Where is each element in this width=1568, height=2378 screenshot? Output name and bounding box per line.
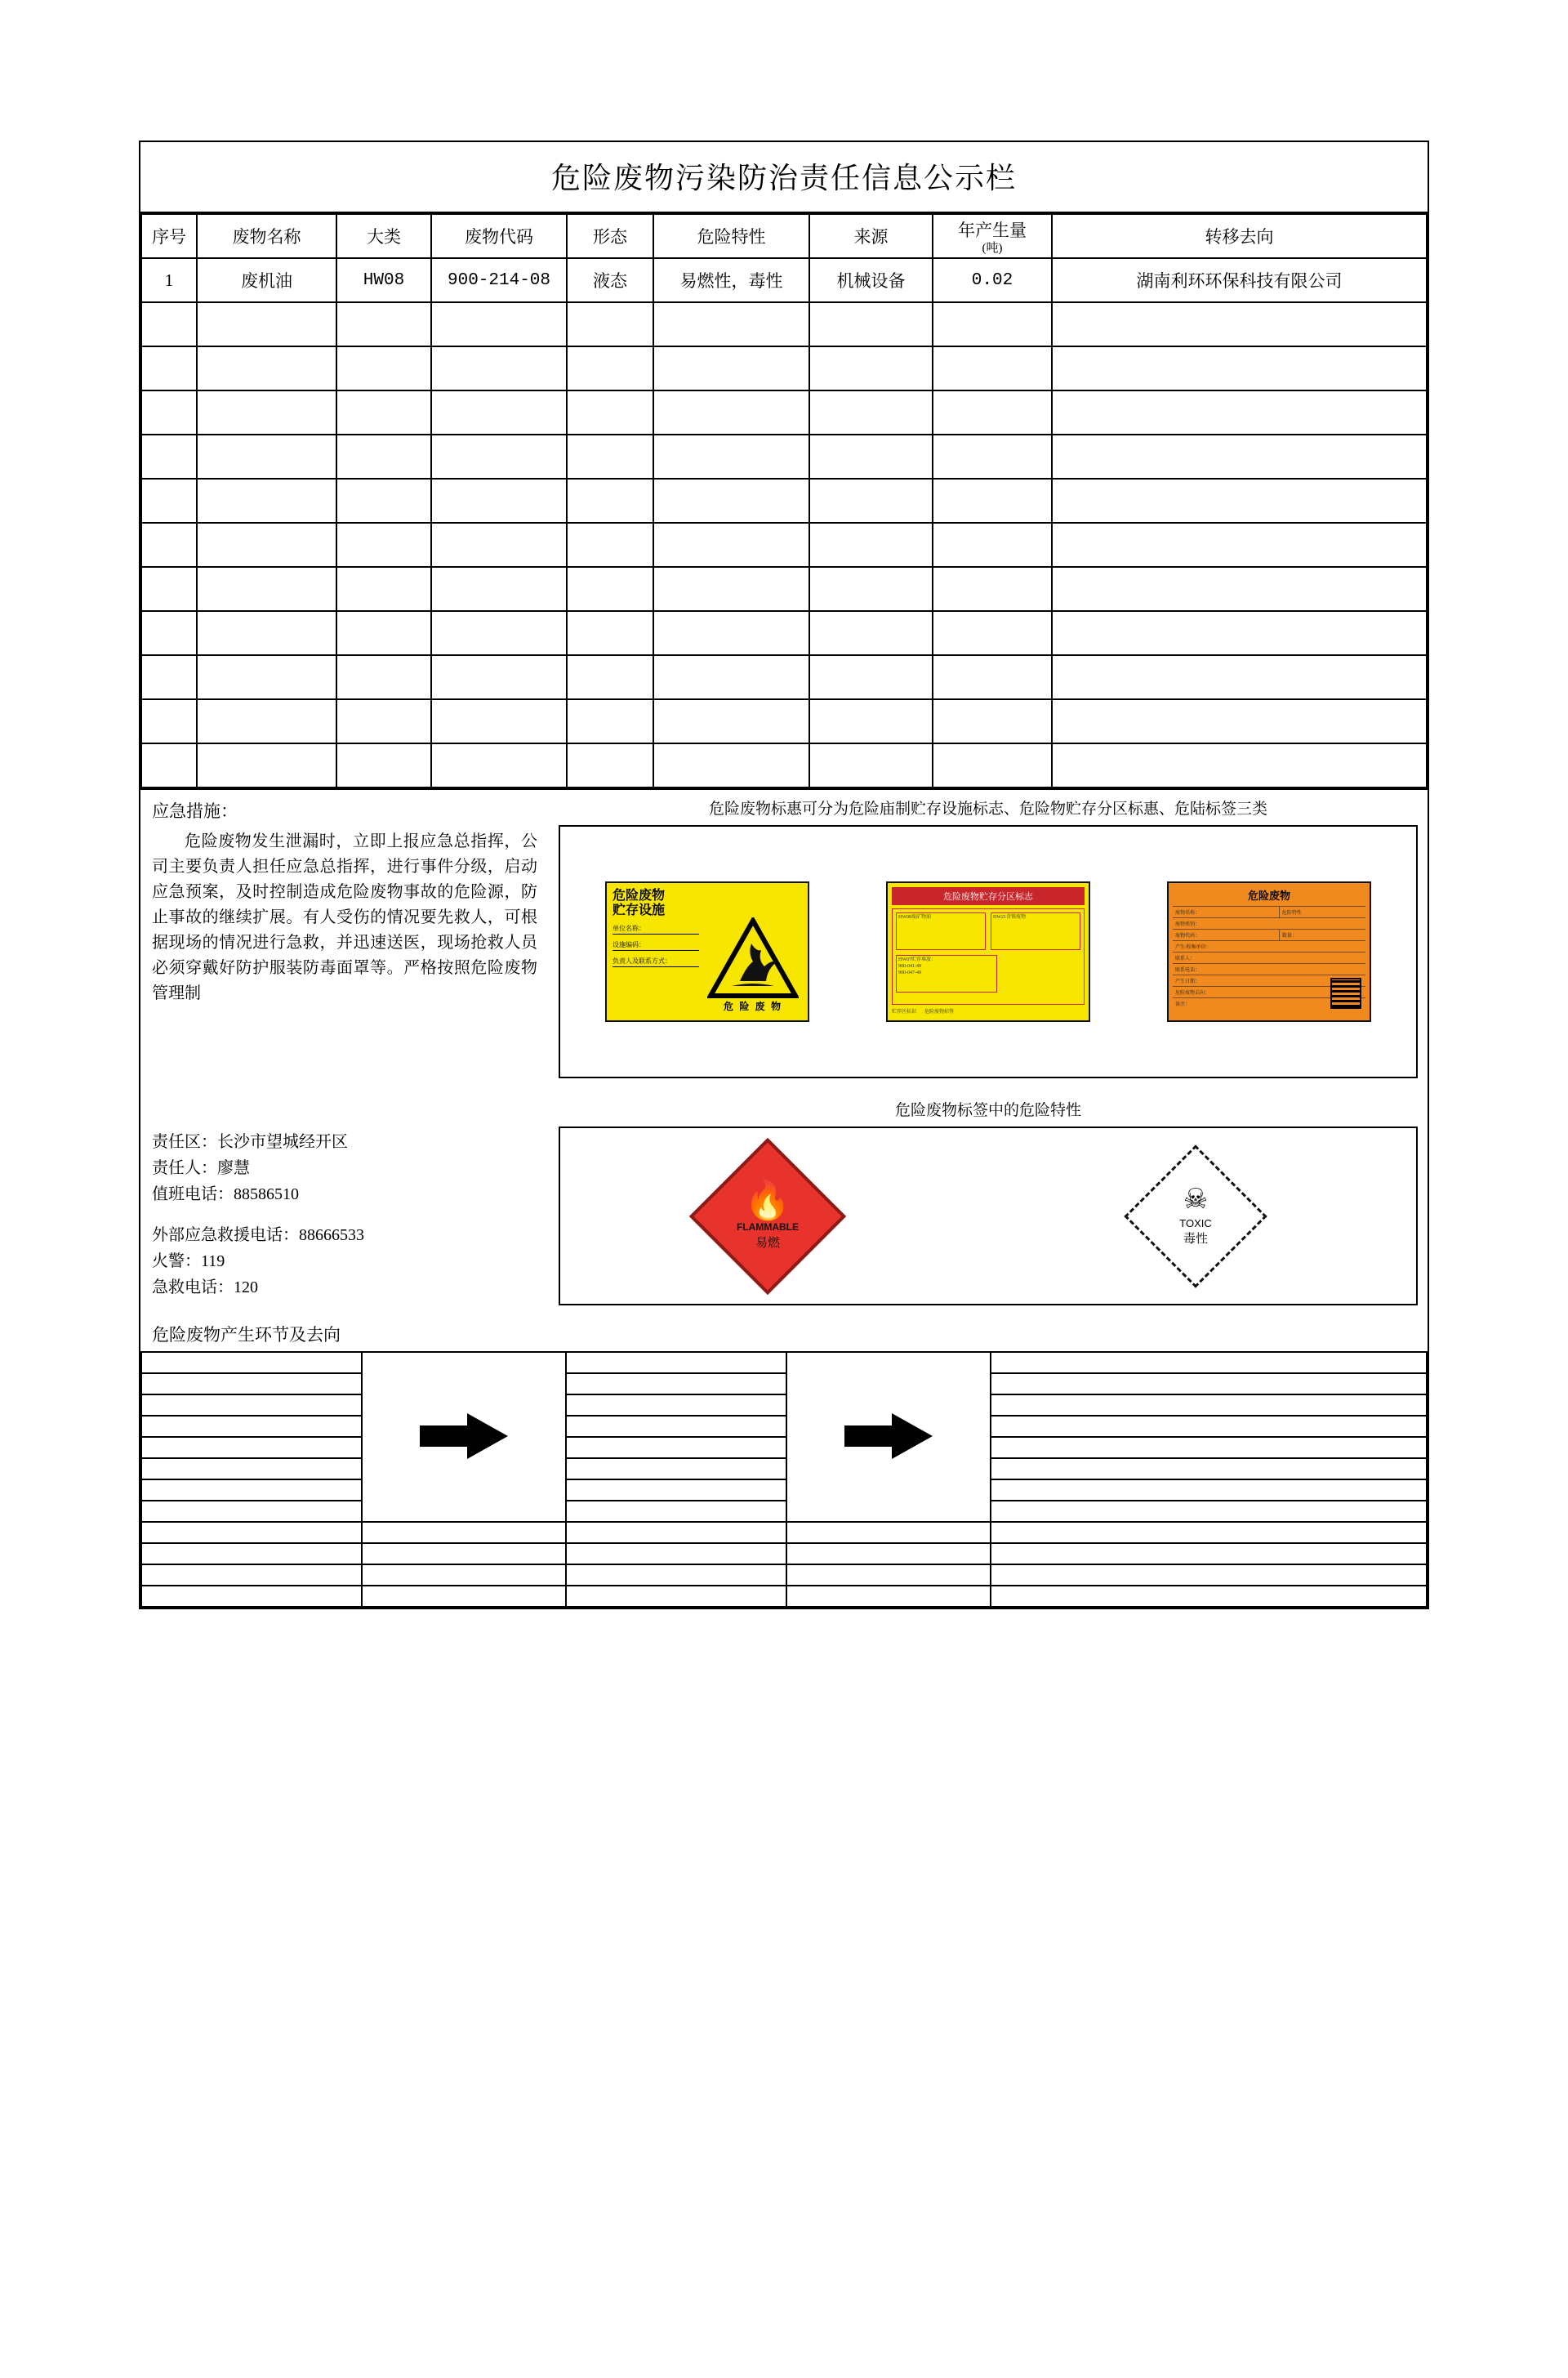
flow-cell-disposal	[991, 1586, 1427, 1607]
sign-yellow-title-line1: 危险废物	[612, 889, 666, 903]
cell-empty	[933, 611, 1052, 655]
zone-box-3	[896, 955, 997, 993]
cell-empty	[653, 302, 809, 346]
th-name: 废物名称	[197, 214, 336, 258]
sign-yellow-left	[612, 889, 699, 1015]
flow-cell-storage	[566, 1564, 786, 1586]
cell-empty	[336, 523, 431, 567]
cell-empty	[567, 523, 653, 567]
flow-cell-disposal	[991, 1416, 1427, 1437]
flow-row	[141, 1522, 1427, 1543]
responsible-contact-block	[152, 1129, 537, 1207]
cell-empty	[567, 567, 653, 611]
flow-cell-storage	[566, 1394, 786, 1416]
toxic-symbol	[1127, 1148, 1264, 1285]
cell-empty	[653, 611, 809, 655]
title-bar	[140, 142, 1428, 213]
flow-cell-storage	[566, 1586, 786, 1607]
table-row-empty	[141, 479, 1427, 523]
cell-empty	[141, 390, 197, 435]
orange-label-header: 危险废物	[1247, 890, 1290, 902]
cell-empty	[653, 479, 809, 523]
sign-yellow-title-line2: 贮存设施	[612, 903, 666, 918]
cell-empty	[809, 699, 933, 743]
skull-crossbones-icon: ☠	[1183, 1184, 1209, 1215]
cell-empty	[567, 346, 653, 390]
cell-empty	[933, 743, 1052, 787]
flow-row	[141, 1352, 1427, 1373]
public-notice-board	[139, 141, 1429, 1609]
sign-yellow-field-unit: 单位名称：	[612, 924, 699, 935]
flow-section-title: 危险废物产生环节及去向	[152, 1325, 341, 1345]
cell-empty	[809, 743, 933, 787]
cell-empty	[567, 302, 653, 346]
flow-cell-generation	[141, 1373, 362, 1394]
cell-empty	[1052, 611, 1427, 655]
cell-empty	[933, 435, 1052, 479]
cell-empty	[197, 479, 336, 523]
cell-empty	[431, 479, 567, 523]
labels-caption: 危险废物标惠可分为危险庙制贮存设施标志、危险物贮存分区标惠、危陆标签三类	[708, 801, 1267, 818]
flow-cell-storage	[566, 1501, 786, 1522]
cell-empty	[197, 390, 336, 435]
toxic-label-en: TOXIC	[1179, 1216, 1212, 1229]
toxic-label-cn: 毒性	[1183, 1232, 1208, 1246]
arrow-right-icon	[844, 1413, 933, 1457]
cell-empty	[567, 435, 653, 479]
table-row-empty	[141, 523, 1427, 567]
table-row-empty	[141, 743, 1427, 787]
flow-cell-generation	[141, 1394, 362, 1416]
cell-empty	[141, 743, 197, 787]
cell-source: 机械设备	[809, 258, 933, 302]
zone-footer-item-1: 贮存区标识	[892, 1010, 917, 1015]
cell-empty	[197, 346, 336, 390]
th-code: 废物代码	[431, 214, 567, 258]
flow-cell-generation	[141, 1522, 362, 1543]
table-header-row	[141, 214, 1427, 258]
cell-empty	[336, 346, 431, 390]
cell-empty	[336, 567, 431, 611]
flammable-diamond	[689, 1137, 846, 1294]
table-row-empty	[141, 655, 1427, 699]
orange-row	[1173, 929, 1365, 940]
flow-row	[141, 1586, 1427, 1607]
table-row-empty	[141, 611, 1427, 655]
cell-empty	[336, 699, 431, 743]
flame-icon: 🔥	[744, 1179, 791, 1221]
external-contact-block	[152, 1222, 537, 1301]
cell-empty	[431, 302, 567, 346]
cell-state: 液态	[567, 258, 653, 302]
cell-empty	[336, 390, 431, 435]
cell-empty	[336, 479, 431, 523]
cell-empty	[141, 611, 197, 655]
duty-phone: 值班电话：88586510	[152, 1185, 299, 1203]
cell-empty	[567, 390, 653, 435]
orange-cell-contact-person: 联系人：	[1175, 957, 1196, 961]
flow-cell-storage	[566, 1416, 786, 1437]
responsible-area: 责任区：长沙市望城经开区	[152, 1133, 348, 1151]
flow-cell-disposal	[991, 1394, 1427, 1416]
table-row-empty	[141, 302, 1427, 346]
cell-empty	[567, 479, 653, 523]
labels-image-box	[559, 825, 1418, 1078]
cell-empty	[336, 743, 431, 787]
flammable-label-en: FLAMMABLE	[737, 1220, 799, 1233]
cell-empty	[431, 390, 567, 435]
th-amount-label: 年产生量	[958, 220, 1027, 240]
orange-cell-waste-code: 废物代码：	[1175, 934, 1200, 939]
table-row-empty	[141, 435, 1427, 479]
th-amount-unit: (吨)	[982, 241, 1003, 255]
flow-cell-disposal	[991, 1479, 1427, 1501]
zone-box-2: HW21含铬废物	[991, 912, 1080, 950]
orange-cell-waste-class: 废物类别：	[1175, 922, 1200, 927]
hazardous-waste-zoning-sign	[886, 881, 1090, 1022]
flow-cell-generation	[141, 1437, 362, 1458]
flow-row	[141, 1501, 1427, 1522]
cell-empty	[431, 567, 567, 611]
hazard-symbols-box	[559, 1127, 1418, 1305]
cell-empty	[141, 567, 197, 611]
cell-empty	[1052, 346, 1427, 390]
orange-cell-waste-name: 废物名称：	[1175, 911, 1200, 916]
flow-cell-generation	[141, 1352, 362, 1373]
orange-cell-producer: 产生/收集单位：	[1175, 945, 1211, 950]
flow-row	[141, 1479, 1427, 1501]
zone-footer-item-2: 危险废物标签	[924, 1010, 955, 1015]
cell-name: 废机油	[197, 258, 336, 302]
cell-destination: 湖南利环环保科技有限公司	[1052, 258, 1427, 302]
cell-empty	[933, 302, 1052, 346]
flow-cell-arrow-lower-2	[786, 1522, 991, 1543]
th-category: 大类	[336, 214, 431, 258]
cell-empty	[653, 523, 809, 567]
cell-empty	[567, 699, 653, 743]
cell-empty	[653, 655, 809, 699]
flow-cell-generation	[141, 1586, 362, 1607]
cell-empty	[197, 743, 336, 787]
cell-empty	[653, 743, 809, 787]
cell-empty	[933, 655, 1052, 699]
flow-cell-arrow-lower-1	[362, 1564, 566, 1586]
flow-row	[141, 1458, 1427, 1479]
flow-cell-arrow-lower-2	[786, 1564, 991, 1586]
cell-empty	[933, 699, 1052, 743]
flow-cell-arrow-lower-2	[786, 1543, 991, 1564]
cell-empty	[933, 479, 1052, 523]
table-row-empty	[141, 699, 1427, 743]
cell-empty	[336, 655, 431, 699]
cell-empty	[653, 435, 809, 479]
cell-empty	[141, 346, 197, 390]
cell-empty	[197, 611, 336, 655]
flow-cell-arrow-lower-1	[362, 1543, 566, 1564]
flow-cell-generation	[141, 1543, 362, 1564]
cell-empty	[431, 346, 567, 390]
cell-empty	[809, 390, 933, 435]
emergency-measures-panel	[140, 790, 549, 1314]
cell-empty	[336, 611, 431, 655]
flow-cell-generation	[141, 1564, 362, 1586]
cell-empty	[933, 523, 1052, 567]
cell-empty	[431, 523, 567, 567]
cell-empty	[1052, 699, 1427, 743]
flow-arrow-cell-1	[362, 1352, 566, 1522]
cell-empty	[141, 302, 197, 346]
flow-row	[141, 1373, 1427, 1394]
orange-row	[1173, 963, 1365, 975]
labels-panel	[549, 790, 1428, 1314]
zone-box-3-title: HW07贮存堆放：	[898, 957, 936, 962]
cell-category: HW08	[336, 258, 431, 302]
toxic-diamond	[1124, 1144, 1267, 1287]
flammable-symbol	[712, 1161, 823, 1272]
orange-cell-hazard-prop: 危险特性	[1279, 907, 1365, 917]
flow-cell-storage	[566, 1543, 786, 1564]
zone-sign-footer	[892, 1007, 1085, 1015]
flow-cell-storage	[566, 1437, 786, 1458]
flow-cell-generation	[141, 1479, 362, 1501]
cell-hazard: 易燃性，毒性	[653, 258, 809, 302]
orange-cell-remark: 备注：	[1175, 1002, 1191, 1007]
flow-cell-arrow-lower-2	[786, 1586, 991, 1607]
flow-cell-disposal	[991, 1543, 1427, 1564]
zone-box-3-line2: 900-047-49	[898, 970, 921, 975]
cell-empty	[567, 743, 653, 787]
flammable-label-cn: 易燃	[755, 1236, 780, 1250]
cell-empty	[1052, 390, 1427, 435]
cell-empty	[1052, 743, 1427, 787]
flow-row	[141, 1437, 1427, 1458]
cell-empty	[933, 567, 1052, 611]
cell-empty	[141, 655, 197, 699]
cell-empty	[197, 699, 336, 743]
th-source: 来源	[809, 214, 933, 258]
flow-table-body	[141, 1352, 1427, 1607]
cell-empty	[653, 699, 809, 743]
cell-empty	[1052, 567, 1427, 611]
th-hazard: 危险特性	[653, 214, 809, 258]
cell-empty	[567, 655, 653, 699]
hazardous-waste-label-sign	[1167, 881, 1371, 1022]
cell-empty	[197, 655, 336, 699]
flow-cell-generation	[141, 1416, 362, 1437]
cell-empty	[809, 302, 933, 346]
cell-empty	[1052, 435, 1427, 479]
waste-flow-table	[140, 1351, 1428, 1608]
cell-empty	[809, 655, 933, 699]
sign-yellow-title	[612, 889, 699, 919]
flow-row	[141, 1394, 1427, 1416]
cell-empty	[1052, 655, 1427, 699]
orange-cell-destination: 危险废物去向：	[1175, 991, 1210, 996]
cell-empty	[141, 479, 197, 523]
flow-cell-disposal	[991, 1373, 1427, 1394]
cell-empty	[336, 435, 431, 479]
warning-triangle-icon	[707, 917, 799, 999]
flow-cell-generation	[141, 1458, 362, 1479]
emergency-body: 危险废物发生泄漏时，立即上报应急总指挥，公司主要负责人担任应急总指挥，进行事件分级，启动应急预案，及时控制造成危险废物事故的危险源，防止事故的继续扩展。有人受伤的情况要先救人，可根据现场的情况进行急救，并迅速送医，现场抢救人员必须穿戴好防护服装防毒面罩等。严格按照危险废物管理制	[152, 832, 537, 1002]
flow-cell-storage	[566, 1352, 786, 1373]
flow-cell-storage	[566, 1522, 786, 1543]
flow-cell-disposal	[991, 1564, 1427, 1586]
middle-section	[140, 788, 1428, 1314]
flow-cell-generation	[141, 1501, 362, 1522]
flow-cell-disposal	[991, 1458, 1427, 1479]
orange-cell-contact-phone: 联系电话：	[1175, 968, 1200, 973]
cell-empty	[197, 302, 336, 346]
cell-empty	[809, 435, 933, 479]
orange-row	[1173, 952, 1365, 963]
orange-row	[1173, 940, 1365, 952]
table-row-empty	[141, 346, 1427, 390]
cell-empty	[809, 611, 933, 655]
cell-empty	[141, 699, 197, 743]
flow-row	[141, 1564, 1427, 1586]
cell-no: 1	[141, 258, 197, 302]
responsible-person: 责任人：廖慧	[152, 1159, 250, 1177]
cell-empty	[809, 523, 933, 567]
flammable-diamond-inner	[715, 1164, 820, 1269]
cell-empty	[141, 435, 197, 479]
zone-sign-body	[892, 908, 1085, 1005]
sign-yellow-field-contact: 负责人及联系方式：	[612, 957, 699, 967]
zone-box-3-line1: 900-041-49	[898, 963, 921, 969]
cell-empty	[809, 479, 933, 523]
table-body	[141, 258, 1427, 787]
flow-cell-disposal	[991, 1522, 1427, 1543]
orange-cell-date: 产生日期：	[1175, 979, 1200, 984]
hazardous-waste-storage-facility-sign	[605, 881, 809, 1022]
flow-cell-disposal	[991, 1352, 1427, 1373]
th-no: 序号	[141, 214, 197, 258]
orange-row	[1173, 917, 1365, 929]
hazard-caption: 危险废物标签中的危险特性	[894, 1102, 1081, 1119]
cell-empty	[809, 567, 933, 611]
cell-empty	[431, 435, 567, 479]
cell-empty	[431, 743, 567, 787]
flow-cell-arrow-lower-1	[362, 1522, 566, 1543]
flow-cell-storage	[566, 1479, 786, 1501]
sign-yellow-field-code: 设施编码：	[612, 940, 699, 951]
cell-empty	[431, 699, 567, 743]
cell-empty	[197, 523, 336, 567]
emergency-heading: 应急措施：	[152, 801, 238, 821]
cell-empty	[431, 655, 567, 699]
cell-empty	[567, 611, 653, 655]
cell-empty	[141, 523, 197, 567]
orange-row	[1173, 906, 1365, 917]
zone-sign-header: 危险废物贮存分区标志	[892, 887, 1085, 905]
flow-row	[141, 1543, 1427, 1564]
cell-empty	[1052, 479, 1427, 523]
waste-table	[140, 213, 1428, 788]
flow-row	[141, 1416, 1427, 1437]
cell-empty	[431, 611, 567, 655]
cell-empty	[197, 567, 336, 611]
qr-code-icon	[1330, 978, 1361, 1009]
ambulance-phone: 急救电话：120	[152, 1278, 258, 1296]
cell-empty	[933, 390, 1052, 435]
toxic-diamond-inner	[1147, 1168, 1244, 1265]
cell-empty	[197, 435, 336, 479]
arrow-right-icon	[420, 1413, 508, 1457]
cell-empty	[653, 346, 809, 390]
page-title: 危险废物污染防治责任信息公示栏	[550, 162, 1017, 194]
zone-row-top	[896, 912, 1080, 950]
cell-amount: 0.02	[933, 258, 1052, 302]
th-destination: 转移去向	[1052, 214, 1427, 258]
cell-empty	[933, 346, 1052, 390]
flow-cell-disposal	[991, 1501, 1427, 1522]
orange-cell-quantity: 数量：	[1279, 930, 1365, 940]
th-state: 形态	[567, 214, 653, 258]
cell-empty	[336, 302, 431, 346]
flow-cell-arrow-lower-1	[362, 1586, 566, 1607]
flow-cell-storage	[566, 1373, 786, 1394]
sign-yellow-footer: 危 险 废 物	[723, 1001, 782, 1012]
th-amount	[933, 214, 1052, 258]
flow-cell-storage	[566, 1458, 786, 1479]
fire-phone: 火警：119	[152, 1252, 225, 1270]
sign-yellow-right	[704, 889, 802, 1015]
cell-empty	[809, 346, 933, 390]
cell-empty	[653, 567, 809, 611]
flow-cell-disposal	[991, 1437, 1427, 1458]
table-row-empty	[141, 567, 1427, 611]
table-row	[141, 258, 1427, 302]
cell-empty	[1052, 302, 1427, 346]
flow-arrow-cell-2	[786, 1352, 991, 1522]
cell-code: 900-214-08	[431, 258, 567, 302]
external-rescue-phone: 外部应急救援电话：88666533	[152, 1226, 364, 1244]
cell-empty	[1052, 523, 1427, 567]
zone-box-1: HW08废矿物油	[896, 912, 986, 950]
cell-empty	[653, 390, 809, 435]
table-row-empty	[141, 390, 1427, 435]
